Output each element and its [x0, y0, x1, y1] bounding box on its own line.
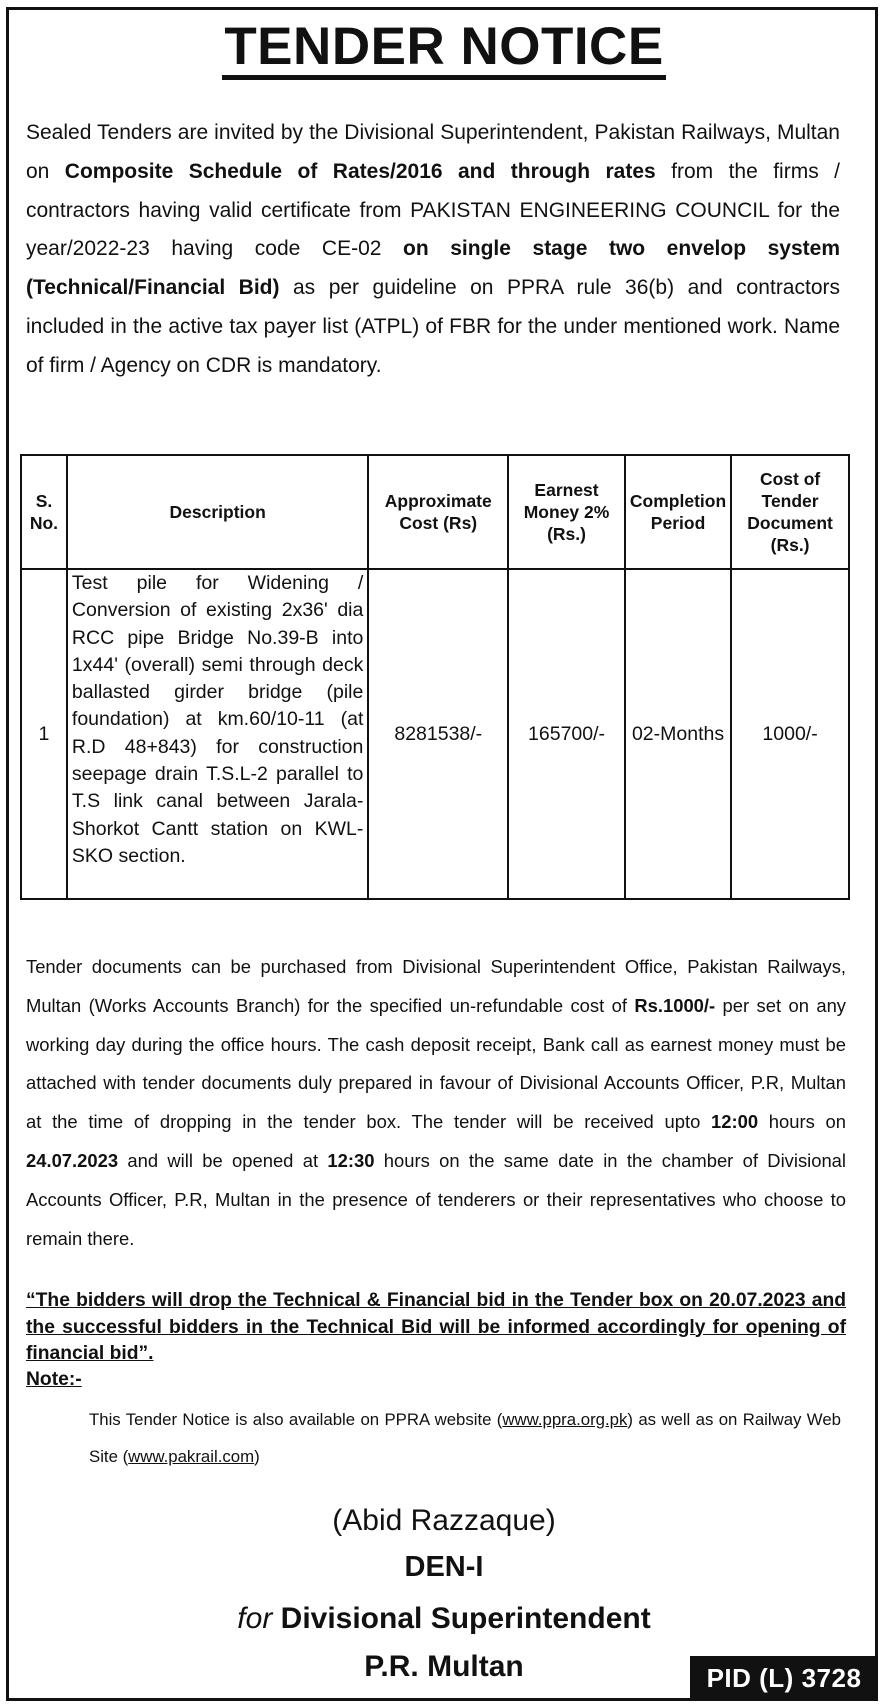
- purchase-text-1: Tender documents can be purchased from Divisional Superintendent Office, Pakistan Railways, Multan (Works Accounts Branch) for the specified un-refundable cost of: [26, 956, 846, 1016]
- header-description: Description: [67, 455, 368, 569]
- for-rest: Divisional Superintendent: [272, 1602, 651, 1635]
- header-cost: Approximate Cost (Rs): [368, 455, 508, 569]
- note-text-3: ): [254, 1446, 260, 1466]
- purchase-paragraph: [26, 948, 846, 1258]
- intro-text-1: Sealed Tenders are invited by the Divisional Superintendent, Pakistan Railways, Multan on: [26, 121, 840, 183]
- purchase-text-4: and will be opened at: [118, 1149, 328, 1171]
- header-completion: Completion Period: [625, 455, 731, 569]
- purchase-bold-1: Rs.1000/-: [634, 994, 716, 1016]
- purchase-text-5: hours on the same date in the chamber of Divisional Accounts Officer, P.R, Multan in the presence of tenderers or their representatives who choose to remain there.: [26, 1149, 846, 1249]
- note-text-2: ) as well as on Railway Web Site (: [89, 1410, 841, 1466]
- note-label: Note:-: [26, 1369, 82, 1390]
- signatory-for-line: [0, 1602, 888, 1636]
- signatory-office: P.R. Multan: [364, 1650, 524, 1683]
- table-row: [21, 569, 849, 899]
- intro-text-2: from the firms / contractors having valid certificate from PAKISTAN ENGINEERING COUNCIL for the year/2022-23 having code CE-02: [26, 159, 840, 261]
- title-text: TENDER NOTICE: [222, 19, 665, 80]
- intro-bold-2: on single stage two envelop system (Technical/Financial Bid): [26, 237, 840, 300]
- cell-description: Test pile for Widening / Conversion of existing 2x36' dia RCC pipe Bridge No.39-B into 1x44' (overall) semi through deck ballasted girder bridge (pile foundation) at km.60/10-11 (at R.D 48+843) for construction seepage drain T.S.L-2 parallel to T.S link canal between Jarala-Shorkot Cantt station on KWL-SKO section.: [67, 569, 368, 899]
- purchase-text-3: hours on: [758, 1111, 846, 1133]
- purchase-bold-3: 24.07.2023: [26, 1149, 119, 1171]
- intro-bold-1: Composite Schedule of Rates/2016 and through rates: [64, 159, 656, 183]
- intro-paragraph: [26, 114, 840, 386]
- purchase-bold-2: 12:00: [711, 1111, 759, 1133]
- cell-sno: 1: [21, 569, 67, 899]
- bidders-note: “The bidders will drop the Technical & Financial bid in the Tender box on 20.07.2023 and the successful bidders in the Technical Bid will be informed accordingly for opening of financial bid”.: [26, 1290, 846, 1364]
- tender-table: [20, 454, 850, 900]
- cell-cost: 8281538/-: [368, 569, 508, 899]
- signatory-designation: DEN-I: [404, 1551, 484, 1583]
- cell-completion: 02-Months: [625, 569, 731, 899]
- header-document: Cost of Tender Document (Rs.): [731, 455, 849, 569]
- header-earnest: Earnest Money 2% (Rs.): [508, 455, 625, 569]
- note-text-1: This Tender Notice is also available on PPRA website (: [89, 1410, 503, 1429]
- for-word: for: [237, 1602, 273, 1635]
- purchase-text-2: per set on any working day during the office hours. The cash deposit receipt, Bank call as earnest money must be attached with tender documents duly prepared in favour of Divisional Accounts Officer, P.R, Multan at the time of dropping in the tender box. The tender will be received upto: [26, 994, 846, 1133]
- cell-earnest: 165700/-: [508, 569, 625, 899]
- purchase-bold-4: 12:30: [327, 1149, 375, 1171]
- intro-text-3: as per guideline on PPRA rule 36(b) and contractors included in the active tax payer list (ATPL) of FBR for the under mentioned work. Name of firm / Agency on CDR is mandatory.: [26, 276, 840, 377]
- notice-title: [0, 16, 888, 80]
- cell-document: 1000/-: [731, 569, 849, 899]
- pid-badge: PID (L) 3728: [690, 1656, 878, 1701]
- header-sno: S. No.: [21, 455, 67, 569]
- note-text: [89, 1402, 841, 1475]
- ppra-link[interactable]: www.ppra.org.pk: [502, 1410, 628, 1429]
- signatory-name: (Abid Razzaque): [332, 1504, 556, 1537]
- table-header-row: [21, 455, 849, 569]
- pakrail-link[interactable]: www.pakrail.com: [128, 1446, 255, 1466]
